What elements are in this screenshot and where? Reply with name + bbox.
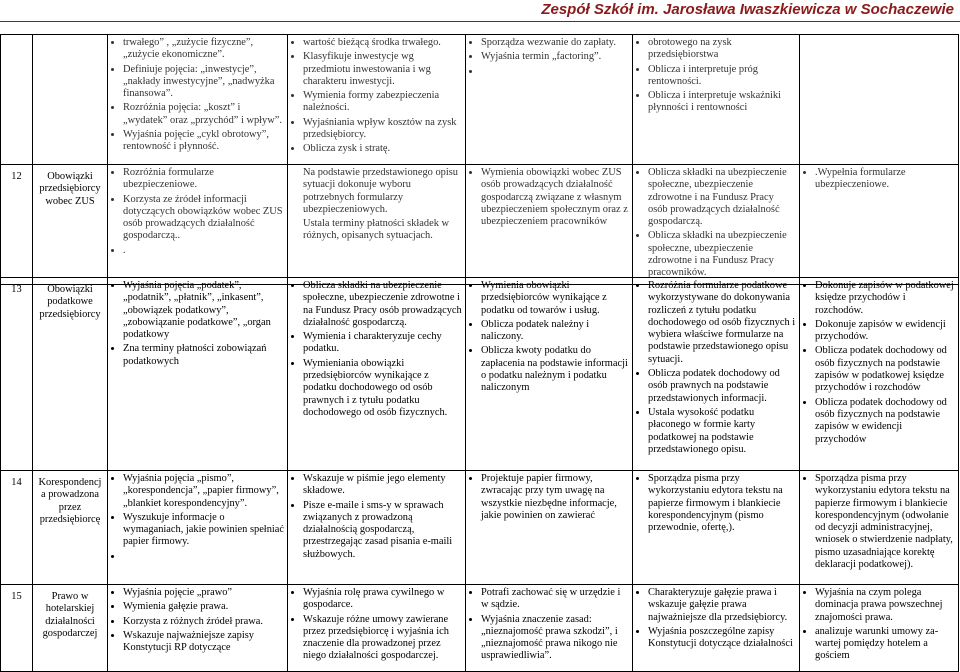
requirements-list: [636, 37, 796, 115]
cell-complementary: [466, 278, 633, 471]
requirements-list: [803, 587, 955, 663]
requirements-list: [291, 167, 462, 243]
table-row: [1, 35, 959, 165]
lesson-number: 13: [1, 278, 33, 471]
requirement-item: • Dokonuje zapisów w ewidencji przychodów.: [815, 319, 955, 344]
requirement-item: • Wyjaśnia pojęcia „podatek”, „podatnik”, „płatnik”, „inkasent”, „obowiązek podatkowy”, „zobowiązanie podatkowe”, „organ podatkowy: [123, 280, 284, 341]
requirements-list: [111, 37, 284, 154]
requirement-item: • Definiuje pojęcia: „inwestycje”, „nakłady inwestycyjne”, „nadwyżka finansowa”.: [123, 64, 284, 101]
cell-complementary: [466, 471, 633, 585]
cell-advanced: [633, 35, 800, 165]
cell-excellent: [800, 471, 959, 585]
requirements-list: [111, 587, 284, 654]
cell-extended: [288, 471, 466, 585]
requirement-item: • analizuje warunki umowy za-wartej pomiędzy hotelem a gościem: [815, 626, 955, 663]
requirements-list: [469, 167, 629, 228]
cell-complementary: [466, 585, 633, 672]
requirement-item: • Sporządza wezwanie do zapłaty.: [481, 37, 629, 49]
requirement-item: • Rozróżnia formularze ubezpieczeniowe.: [123, 167, 284, 192]
requirements-list: [803, 473, 955, 571]
cell-advanced: [633, 165, 800, 285]
requirement-item: • Wymienia gałęzie prawa.: [123, 601, 284, 613]
requirement-item: Na podstawie przedstawionego opisu sytuacji dokonuje wyboru potrzebnych formularzy ubezpieczeniowych.: [303, 167, 458, 215]
requirements-list: [803, 167, 955, 192]
requirement-item: • Oblicza podatek dochodowy od osób prawnych na podstawie przedstawionych informacji.: [648, 368, 796, 405]
cell-extended: [288, 585, 466, 672]
requirement-item: • Wyjaśnia na czym polega dominacja prawa powszechnej znajomości prawa.: [815, 587, 955, 624]
requirement-item: • wartość bieżącą środka trwałego.: [303, 37, 462, 49]
requirements-list: [469, 587, 629, 663]
requirement-item: • .: [123, 245, 284, 257]
requirements-list: [636, 587, 796, 650]
requirements-list: [291, 587, 462, 663]
requirement-item: • .Wypełnia formularze ubezpieczeniowe.: [815, 167, 955, 192]
cell-excellent: [800, 35, 959, 165]
requirement-item: • Wskazuje w piśmie jego elementy składowe.: [303, 473, 462, 498]
requirement-item: • Projektuje papier firmowy, zwracając przy tym uwagę na wszystkie niezbędne informacje, jakie powinien on zawierać: [481, 473, 629, 522]
cell-basic: [108, 35, 288, 165]
requirement-item: • Charakteryzuje gałęzie prawa i wskazuje gałęzie prawa najważniejsze dla przedsiębiorcy.: [648, 587, 796, 624]
cell-subject: [33, 35, 108, 165]
lesson-subject: Obowiązki przedsiębiorcy wobec ZUS: [33, 165, 108, 285]
requirement-item: • Korzysta ze źródeł informacji dotyczących obowiązków wobec ZUS osób prowadzących działalność gospodarczą..: [123, 194, 284, 243]
cell-extended: [288, 35, 466, 165]
cell-excellent: [800, 585, 959, 672]
page-header: [0, 0, 960, 34]
requirement-item: • Wyjaśnia rolę prawa cywilnego w gospodarce.: [303, 587, 462, 612]
requirement-item: • Wymieniania obowiązki przedsiębiorców wynikające z podatku dochodowego od osób prawnych i z tytułu podatku dochodowego od osób fizycznych.: [303, 358, 462, 419]
requirement-item: • Wskazuje różne umowy zawierane przez przedsiębiorcę i wyjaśnia ich znaczenie dla prowadzonej przez niego działalności gospodarczej.: [303, 614, 462, 663]
cell-extended: [288, 165, 466, 285]
requirement-item: • Pisze e-maile i sms-y w sprawach związanych z prowadzoną działalnością gospodarczą, przestrzegając zasad pisania e-maili służbowych.: [303, 500, 462, 561]
requirements-list: [636, 473, 796, 534]
requirement-item: • Wymienia i charakteryzuje cechy podatku.: [303, 331, 462, 356]
lesson-subject: Obowiązki podatkowe przedsiębiorcy: [33, 278, 108, 471]
requirement-item: Ustala terminy płatności składek w różnych, opisanych sytuacjach.: [303, 218, 450, 242]
requirement-item: • Wyjaśnia pojęcie „cykl obrotowy”, rentowność i płynność.: [123, 129, 284, 154]
lesson-number: 15: [1, 585, 33, 672]
requirements-list: [636, 280, 796, 456]
cell-basic: [108, 165, 288, 285]
table-row: [1, 471, 959, 585]
cell-basic: [108, 278, 288, 471]
requirements-list: [469, 473, 629, 522]
requirement-item: • Wymienia formy zabezpieczenia należności.: [303, 90, 462, 115]
lesson-number: 12: [1, 165, 33, 285]
requirement-item: • Potrafi zachować się w urzędzie i w sądzie.: [481, 587, 629, 612]
school-name: Zespół Szkół im. Jarosława Iwaszkiewicza w Sochaczewie: [541, 1, 954, 18]
requirement-item: • Wymienia obowiązki przedsiębiorców wynikające z podatku od towarów i usług.: [481, 280, 629, 317]
curriculum-table-bottom: [0, 277, 959, 672]
requirement-item: • Rozróżnia pojęcia: „koszt” i „wydatek” oraz „przychód” i wpływ”.: [123, 102, 284, 127]
cell-num: [1, 35, 33, 165]
requirements-list: [291, 280, 462, 419]
requirement-item: • Wyjaśnia pojęcia „pismo”, „korespondencja”, „papier firmowy”, „blankiet korespondencyjny”.: [123, 473, 284, 510]
requirements-list: [469, 37, 629, 78]
requirement-item: • obrotowego na zysk przedsiębiorstwa: [648, 37, 796, 62]
requirement-item: • Wymienia obowiązki wobec ZUS osób prowadzących działalność gospodarczą związane z własnym ubezpieczeniem społecznym oraz z ubezpieczeniem pracowników: [481, 167, 629, 228]
requirement-item: • Dokonuje zapisów w podatkowej księdze przychodów i rozchodów.: [815, 280, 955, 317]
requirement-item: • Wyjaśnia pojęcie „prawo”: [123, 587, 284, 599]
cell-advanced: [633, 585, 800, 672]
lesson-subject: Prawo w hotelarskiej działalności gospodarczej: [33, 585, 108, 672]
requirement-item: • Sporządza pisma przy wykorzystaniu edytora tekstu na papierze firmowym i blankiecie korespondencyjnym (pismo przewodnie, ofertę,).: [648, 473, 796, 534]
requirement-item: [123, 551, 284, 563]
cell-excellent: [800, 278, 959, 471]
cell-complementary: [466, 35, 633, 165]
requirements-list: [803, 280, 955, 446]
requirement-item: • Oblicza podatek dochodowy od osób fizycznych na podstawie zapisów w podatkowej księdze przychodów i rozchodów: [815, 345, 955, 394]
requirement-item: • Oblicza i interpretuje wskaźniki płynności i rentowności: [648, 90, 796, 115]
requirement-item: • Wyjaśnia termin „factoring”.: [481, 51, 629, 63]
requirement-item: • Oblicza zysk i stratę.: [303, 143, 462, 155]
requirements-list: [111, 280, 284, 368]
requirement-item: • Wyjaśniania wpływ kosztów na zysk przedsiębiorcy.: [303, 117, 462, 142]
requirements-list: [636, 167, 796, 280]
cell-extended: [288, 278, 466, 471]
requirement-item: • Sporządza pisma przy wykorzystaniu edytora tekstu na papierze firmowym i blankiecie korespondencyjnym (odwołanie od decyzji administracyjnej, wniosek o stwierdzenie nadpłaty, pismo uzasadniające korektę deklaracji podatkowej).: [815, 473, 955, 571]
header-divider: [0, 21, 960, 22]
cell-advanced: [633, 471, 800, 585]
requirements-list: [111, 167, 284, 257]
requirement-item: • Oblicza składki na ubezpieczenie społeczne, ubezpieczenie zdrowotne i na Fundusz Pracy osób prowadzących działalność gospodarczą.: [303, 280, 462, 329]
requirements-list: [291, 37, 462, 156]
requirement-item: • Oblicza składki na ubezpieczenie społeczne, ubezpieczenie zdrowotne i na Fundusz Pracy osób prowadzących działalność gospodarczą.: [648, 167, 796, 228]
cell-excellent: [800, 165, 959, 285]
requirement-item: • Wskazuje najważniejsze zapisy Konstytucji RP dotyczące: [123, 630, 284, 655]
requirement-item: • Korzysta z różnych źródeł prawa.: [123, 616, 284, 628]
lesson-number: 14: [1, 471, 33, 585]
requirement-item: • Oblicza podatek dochodowy od osób fizycznych na podstawie zapisów w ewidencji przychodów: [815, 397, 955, 446]
requirement-item: • Zna terminy płatności zobowiązań podatkowych: [123, 343, 284, 368]
requirement-item: • Oblicza kwoty podatku do zapłacenia na podstawie informacji o podatku należnym i podatku naliczonym: [481, 345, 629, 394]
requirements-list: [469, 280, 629, 395]
requirement-item: • Oblicza i interpretuje próg rentowności.: [648, 64, 796, 89]
requirement-item: • Wyjaśnia znaczenie zasad: „nieznajomość prawa szkodzi”, i „nieznajomość prawa nikogo nie usprawiedliwia”.: [481, 614, 629, 663]
cell-basic: [108, 471, 288, 585]
table-row: [1, 278, 959, 471]
cell-complementary: [466, 165, 633, 285]
requirement-item: • Oblicza składki na ubezpieczenie społeczne, ubezpieczenie zdrowotne i na Fundusz Pracy pracowników.: [648, 230, 796, 279]
requirement-item: • Wyjaśnia poszczególne zapisy Konstytucji dotyczące działalności: [648, 626, 796, 651]
requirement-item: • Wyszukuje informacje o wymaganiach, jakie powinien spełniać papier firmowy.: [123, 512, 284, 549]
curriculum-table-top: [0, 34, 959, 285]
requirement-item: • Klasyfikuje inwestycje wg przedmiotu inwestowania i wg charakteru inwestycji.: [303, 51, 462, 88]
requirement-item: [481, 66, 629, 78]
cell-advanced: [633, 278, 800, 471]
table-row: [1, 165, 959, 285]
cell-basic: [108, 585, 288, 672]
table-row: [1, 585, 959, 672]
requirements-list: [111, 473, 284, 563]
requirements-list: [291, 473, 462, 561]
requirement-item: • Ustala wysokość podatku płaconego w formie karty podatkowej na podstawie przedstawionego opisu.: [648, 407, 796, 456]
lesson-subject: Korespondencj a prowadzona przez przedsiębiorcę: [33, 471, 108, 585]
requirement-item: • Rozróżnia formularze podatkowe wykorzystywane do dokonywania rozliczeń z tytułu podatku dochodowego od osób fizycznych i wybiera właściwe formularze na podstawie przedstawionego opisu sytuacji.: [648, 280, 796, 366]
requirement-item: • trwałego” , „zużycie fizyczne”, „zużycie ekonomiczne”.: [123, 37, 284, 62]
requirement-item: • Oblicza podatek należny i naliczony.: [481, 319, 629, 344]
